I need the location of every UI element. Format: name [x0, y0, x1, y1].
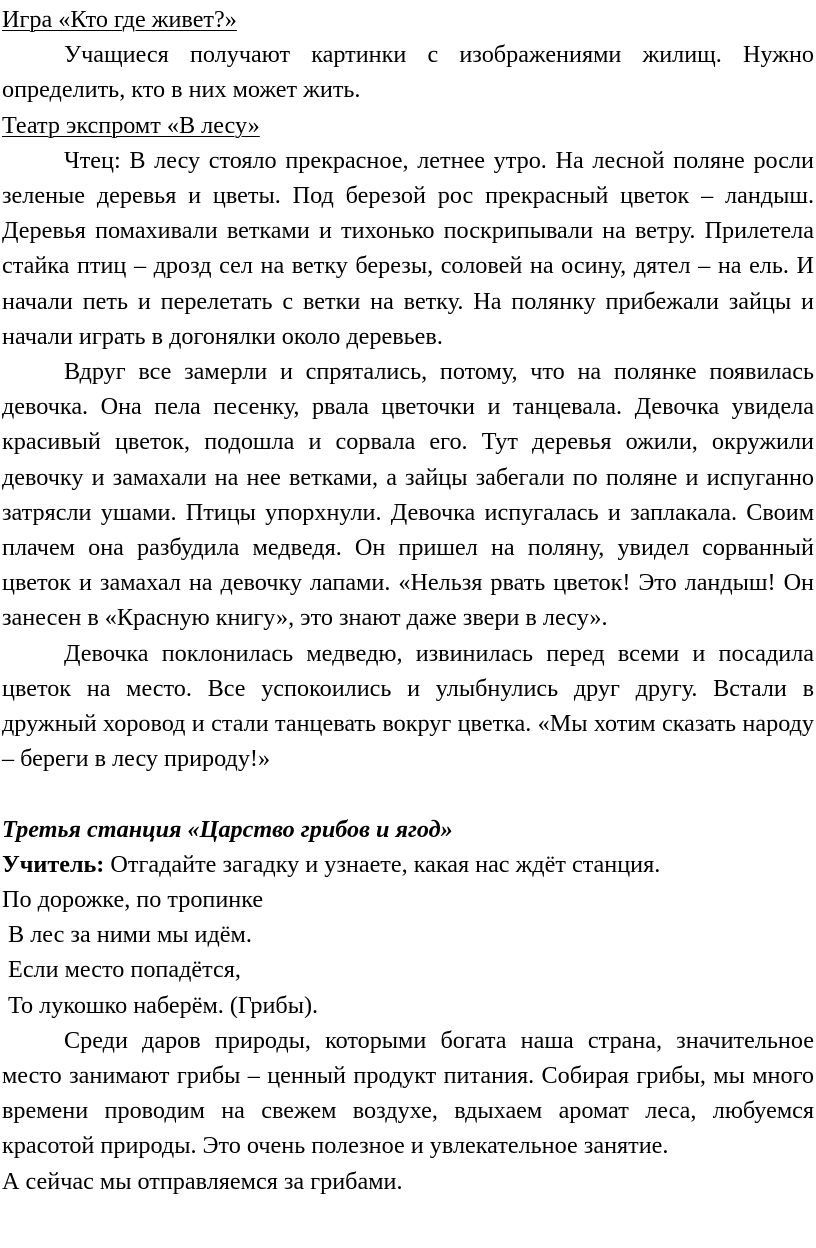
- heading-theater: Театр экспромт «В лесу»: [2, 111, 260, 139]
- riddle-line-3: Если место попадётся,: [2, 956, 241, 984]
- teacher-label: Учитель:: [2, 850, 105, 878]
- teacher-line: [2, 847, 814, 882]
- riddle-line-2: В лес за ними мы идём.: [2, 921, 252, 949]
- teacher-text: Отгадайте загадку и узнаете, какая нас ждёт станция.: [104, 850, 661, 878]
- paragraph-go-mushrooms: А сейчас мы отправляемся за грибами.: [2, 1167, 403, 1195]
- paragraph-mushrooms: Среди даров природы, которыми богата наша страна, значительное место занимают грибы – ценный продукт питания. Собирая грибы, мы много времени проводим на свежем воздухе, вдыхаем аромат леса, любуемся красотой природы. Это очень полезное и увлекательное занятие.: [2, 1026, 814, 1160]
- riddle-line-4: То лукошко наберём. (Грибы).: [2, 991, 319, 1019]
- paragraph-ending: Девочка поклонилась медведю, извинилась перед всеми и посадила цветок на место. Все успокоились и улыбнулись друг другу. Встали в дружный хоровод и стали танцевать вокруг цветка. «Мы хотим сказать народу – береги в лесу природу!»: [2, 639, 814, 773]
- paragraph-reader: Чтец: В лесу стояло прекрасное, летнее утро. На лесной поляне росли зеленые деревья и цветы. Под березой рос прекрасный цветок – ландыш. Деревья помахивали ветками и тихонько поскрипывали на ветру. Прилетела стайка птиц – дрозд сел на ветку березы, соловей на осину, дятел – на ель. И начали петь и перелетать с ветки на ветку. На полянку прибежали зайцы и начали играть в догонялки около деревьев.: [2, 146, 814, 350]
- paragraph-game-description: Учащиеся получают картинки с изображениями жилищ. Нужно определить, кто в них может жить.: [2, 41, 814, 104]
- heading-game: Игра «Кто где живет?»: [2, 6, 237, 33]
- blank-line: [2, 776, 814, 811]
- riddle-line-1: По дорожке, по тропинке: [2, 886, 264, 914]
- document-page: [0, 2, 816, 1199]
- heading-third-station: Третья станция «Царство грибов и ягод»: [2, 815, 453, 843]
- paragraph-girl: Вдруг все замерли и спрятались, потому, что на полянке появилась девочка. Она пела песенку, рвала цветочки и танцевала. Девочка увидела красивый цветок, подошла и сорвала его. Тут деревья ожили, окружили девочку и замахали на нее ветками, а зайцы забегали по поляне и испуганно затрясли ушами. Птицы упорхнули. Девочка испугалась и заплакала. Своим плачем она разбудила медведя. Он пришел на поляну, увидел сорванный цветок и замахал на девочку лапами. «Нельзя рвать цветок! Это ландыш! Он занесен в «Красную книгу», это знают даже звери в лесу».: [2, 358, 814, 632]
